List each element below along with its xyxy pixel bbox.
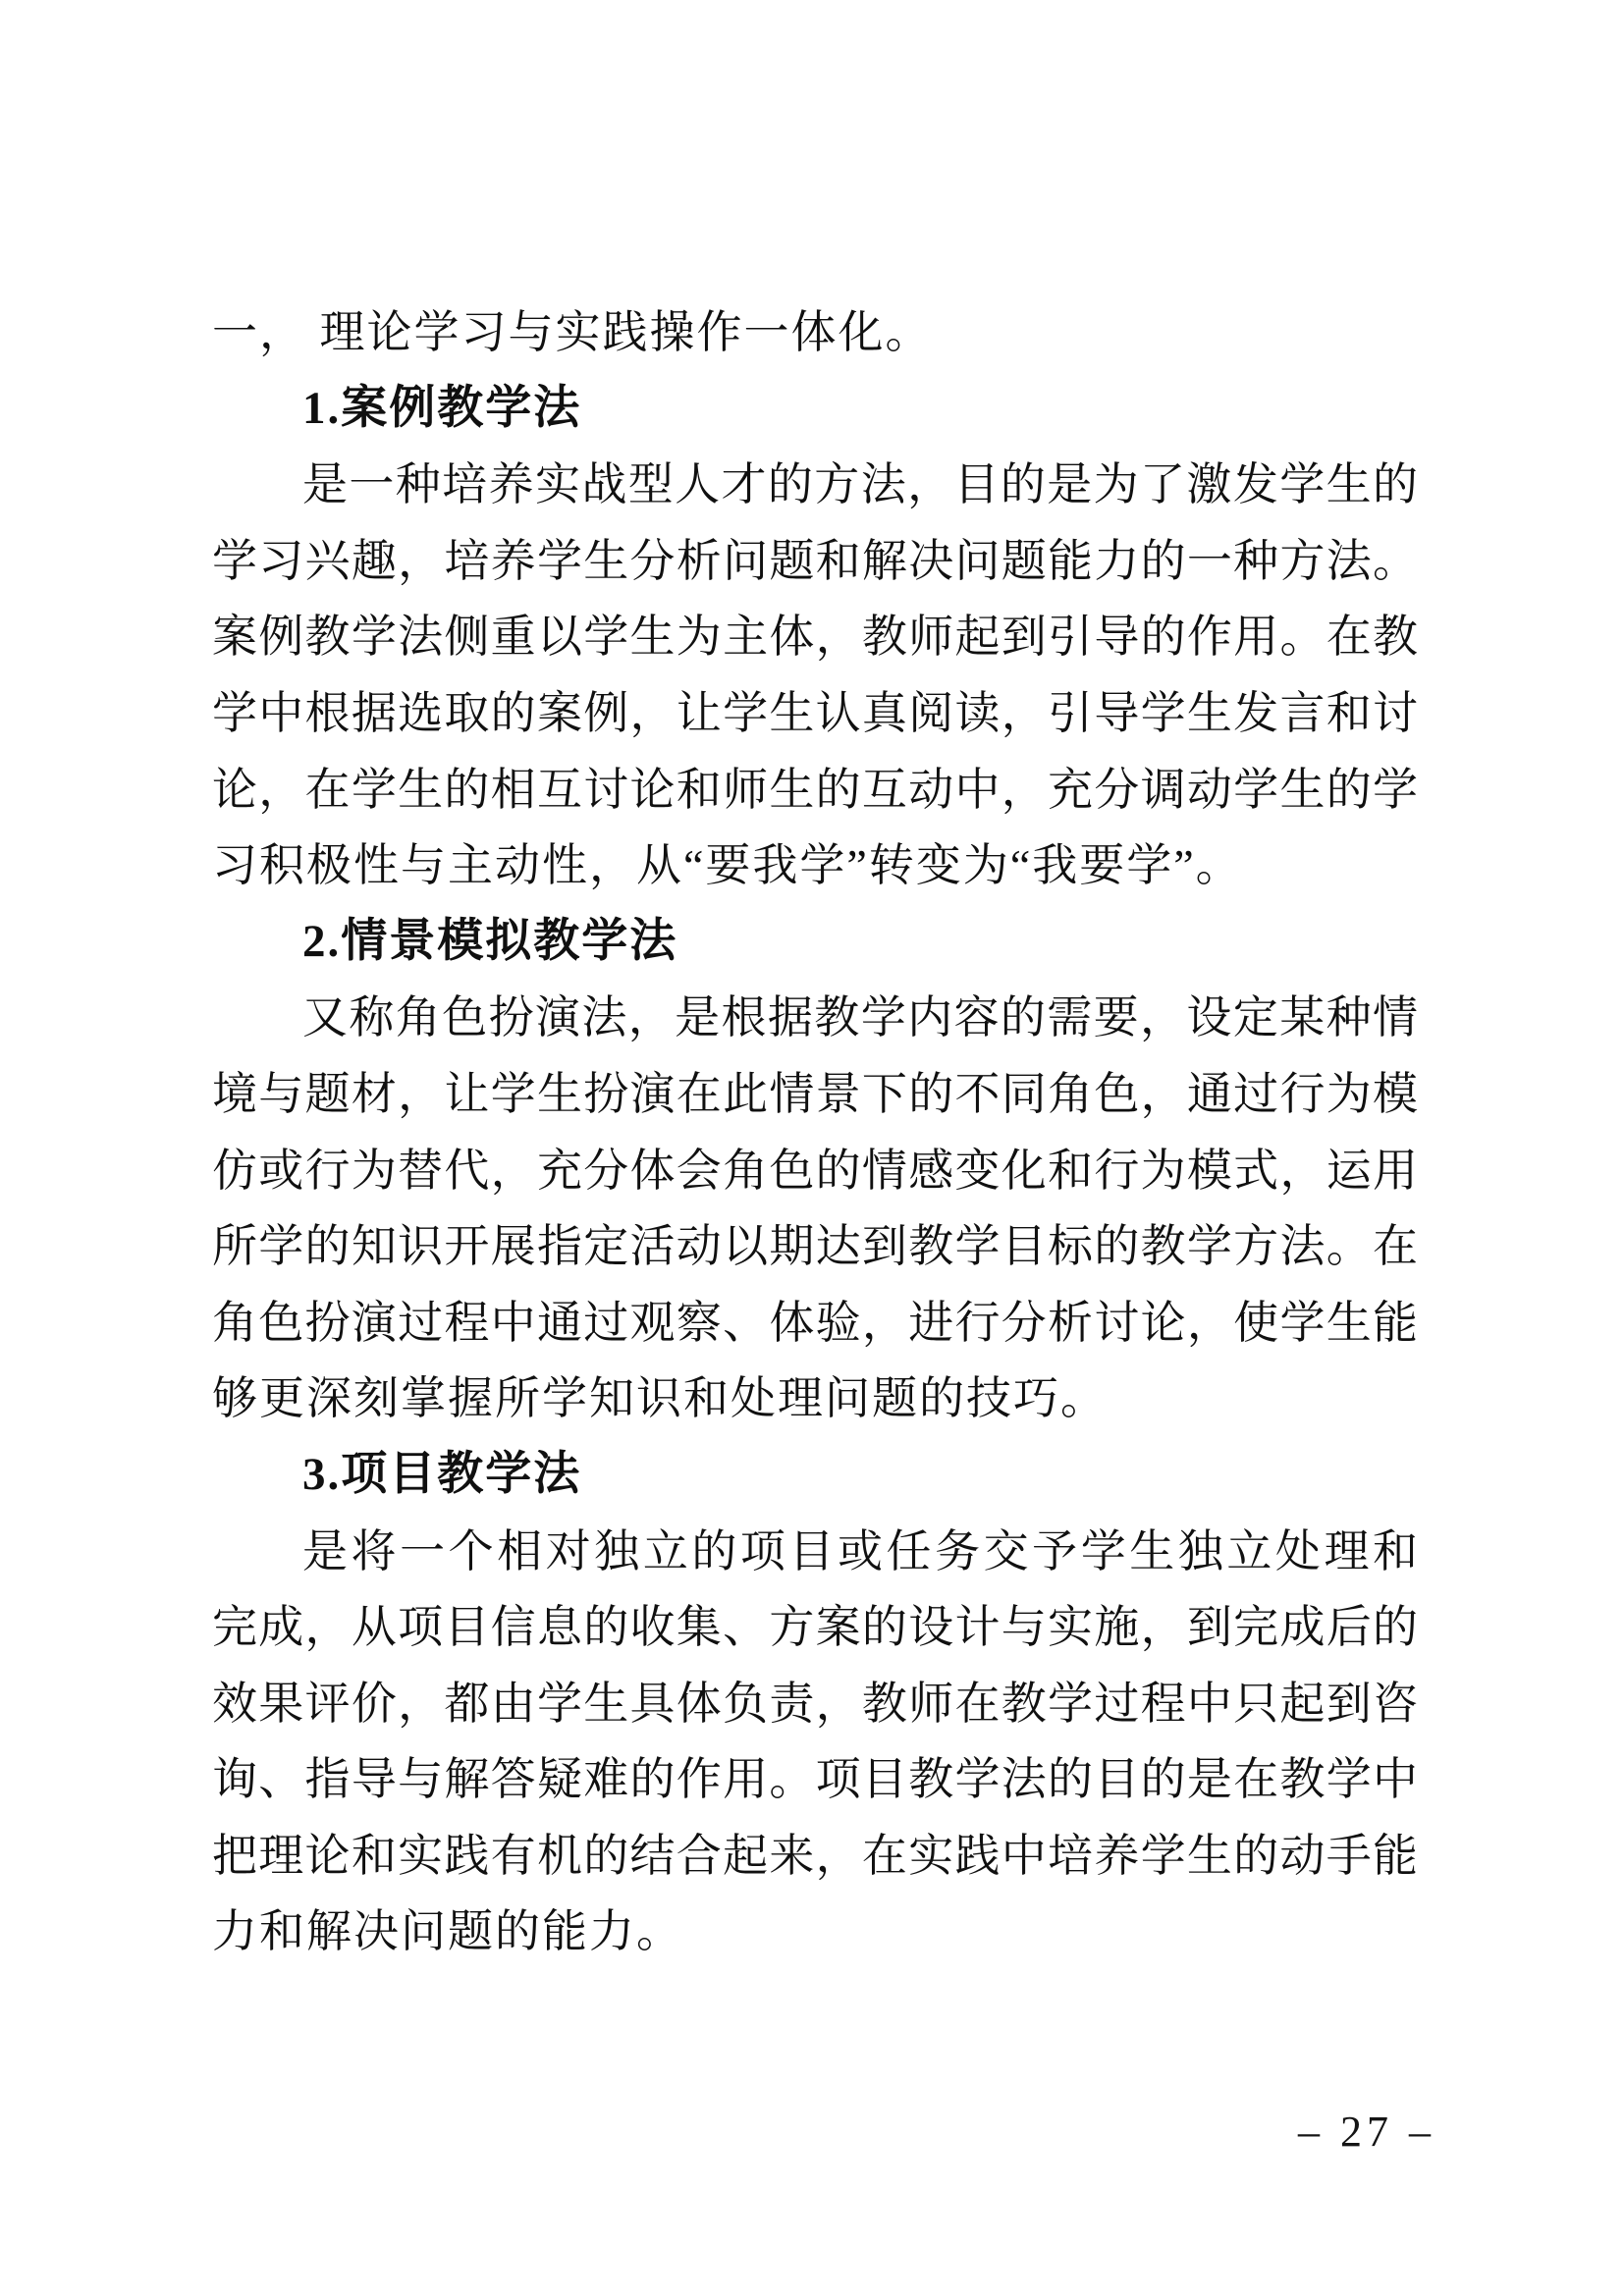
text-line: 习积极性与主动性，从“要我学”转变为“我要学”。 (212, 840, 1243, 891)
section-heading: 2.情景模拟教学法 (302, 915, 678, 967)
text-line: 一， 理论学习与实践操作一体化。 (212, 307, 933, 357)
text-line: 是一种培养实战型人才的方法，目的是为了激发学生的 (302, 459, 1418, 510)
text-line: 力和解决问题的能力。 (212, 1906, 683, 1957)
text-line: 完成，从项目信息的收集、方案的设计与实施，到完成后的 (212, 1602, 1418, 1653)
document-body (212, 294, 1418, 1970)
text-line: 所学的知识开展指定活动以期达到教学目标的教学方法。在 (212, 1221, 1418, 1272)
text-line: 论，在学生的相互讨论和师生的互动中，充分调动学生的学 (212, 764, 1418, 815)
text-line: 把理论和实践有机的结合起来，在实践中培养学生的动手能 (212, 1830, 1418, 1881)
text-line: 境与题材，让学生扮演在此情景下的不同角色，通过行为模 (212, 1068, 1418, 1119)
text-line: 仿或行为替代，充分体会角色的情感变化和行为模式，运用 (212, 1145, 1418, 1196)
text-line: 是将一个相对独立的项目或任务交予学生独立处理和 (302, 1525, 1418, 1576)
text-line: 够更深刻掌握所学知识和处理问题的技巧。 (212, 1373, 1108, 1424)
text-line: 询、指导与解答疑难的作用。项目教学法的目的是在教学中 (212, 1754, 1418, 1805)
text-line: 学中根据选取的案例，让学生认真阅读，引导学生发言和讨 (212, 687, 1418, 738)
page-number: – 27 – (1298, 2108, 1435, 2156)
text-line: 案例教学法侧重以学生为主体，教师起到引导的作用。在教 (212, 612, 1418, 663)
text-line: 学习兴趣，培养学生分析问题和解决问题能力的一种方法。 (212, 535, 1418, 586)
section-heading: 3.项目教学法 (302, 1448, 582, 1500)
text-line: 又称角色扮演法，是根据教学内容的需要，设定某种情 (302, 992, 1418, 1043)
text-line: 效果评价，都由学生具体负责，教师在教学过程中只起到咨 (212, 1678, 1418, 1729)
text-line: 角色扮演过程中通过观察、体验，进行分析讨论，使学生能 (212, 1297, 1418, 1348)
section-heading: 1.案例教学法 (302, 382, 582, 434)
